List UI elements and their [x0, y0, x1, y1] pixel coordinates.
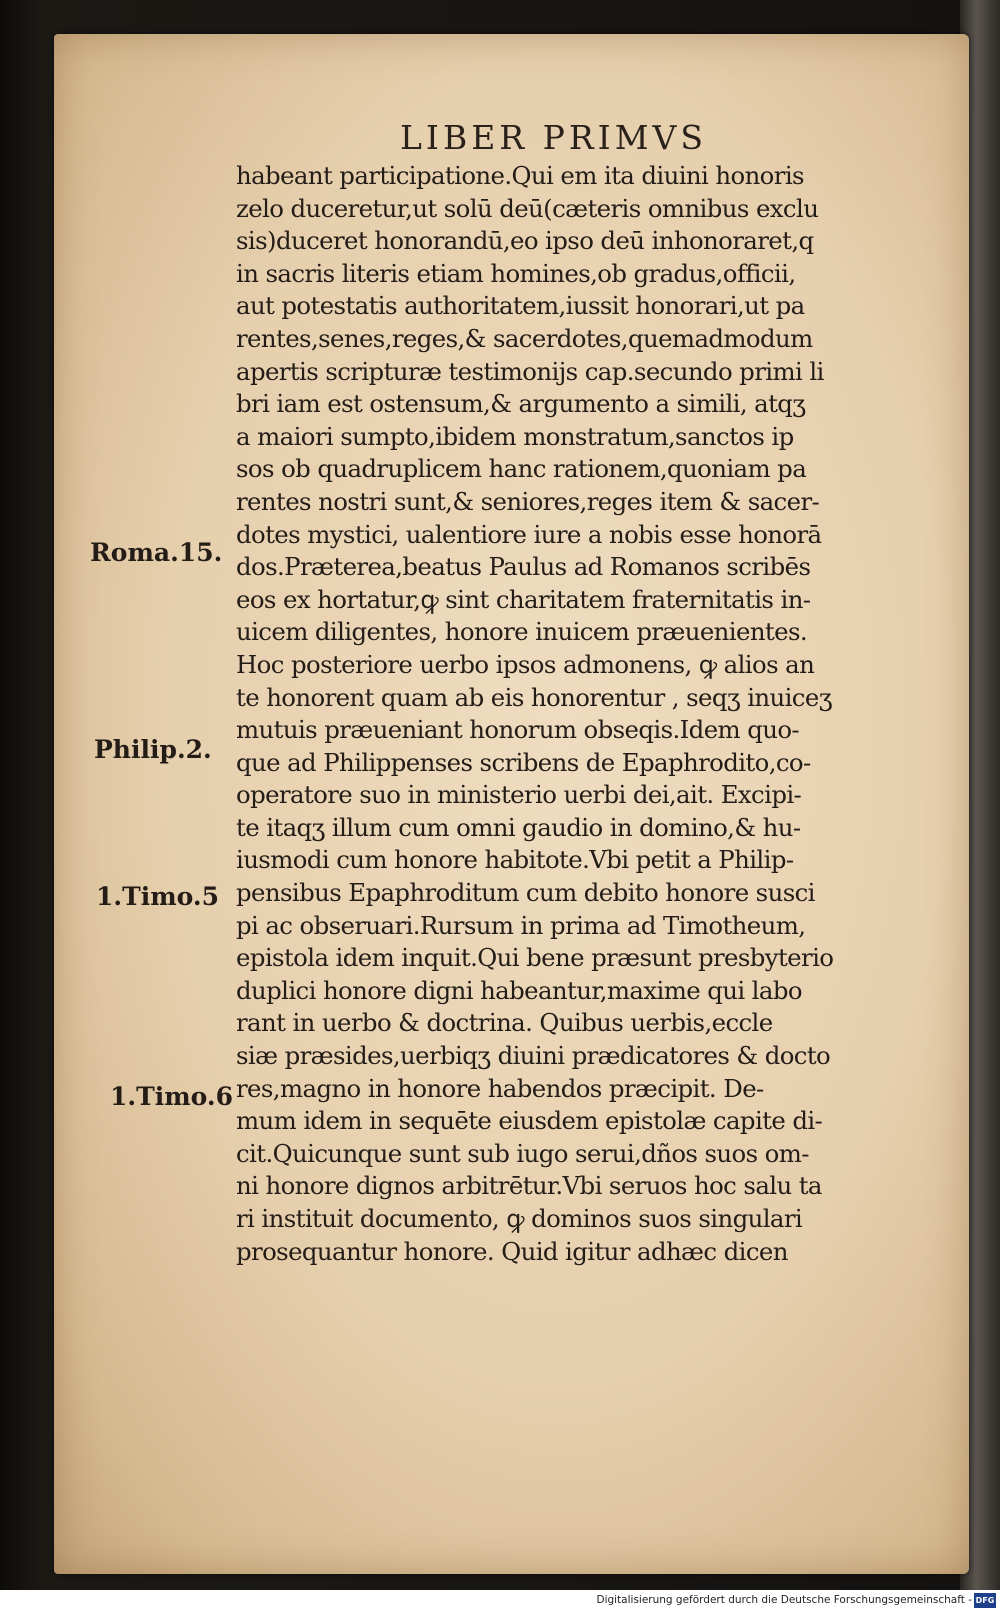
text-line: operatore suo in ministerio uerbi dei,ait. Excipi-: [236, 780, 802, 810]
text-line: Hoc posteriore uerbo ipsos admonens, ꝙ alios an: [236, 649, 815, 679]
text-line: pensibus Epaphroditum cum debito honore susci: [236, 878, 815, 908]
text-line: dos.Præterea,beatus Paulus ad Romanos scribēs: [236, 552, 811, 582]
funding-credit: Digitalisierung gefördert durch die Deutsche Forschungsgemeinschaft -: [596, 1594, 972, 1606]
main-text-block: [236, 160, 916, 1268]
footer-bar: [0, 1590, 1000, 1612]
text-line: zelo duceretur,ut solū deū(cæteris omnibus exclu: [236, 193, 819, 223]
text-line: siæ præsides,uerbiqʒ diuini prædicatores & docto: [236, 1041, 831, 1071]
text-line: prosequantur honore. Quid igitur adhæc dicen: [236, 1236, 788, 1266]
text-line: rant in uerbo & doctrina. Quibus uerbis,eccle: [236, 1008, 773, 1038]
text-line: res,magno in honore habendos præcipit. De-: [236, 1073, 764, 1103]
text-line: rentes,senes,reges,& sacerdotes,quemadmodum: [236, 323, 813, 353]
text-line: iusmodi cum honore habitote.Vbi petit a Philip-: [236, 845, 794, 875]
text-line: sis)duceret honorandū,eo ipso deū inhonoraret,q: [236, 226, 814, 256]
text-line: habeant participatione.Qui em ita diuini honoris: [236, 161, 804, 190]
text-line: apertis scripturæ testimonijs cap.secundo primi li: [236, 356, 824, 386]
text-line: uicem diligentes, honore inuicem præuenientes.: [236, 617, 808, 647]
marginal-note-timo6: 1.Timo.6: [110, 1082, 233, 1111]
text-line: ri instituit documento, ꝙ dominos suos singulari: [236, 1204, 803, 1233]
text-line: mum idem in sequēte eiusdem epistolæ capite di-: [236, 1106, 823, 1136]
text-line: cit.Quicunque sunt sub iugo serui,dños suos om-: [236, 1138, 809, 1168]
text-line: pi ac obseruari.Rursum in prima ad Timotheum,: [236, 910, 806, 940]
text-line: bri iam est ostensum,& argumento a simili, atqʒ: [236, 389, 806, 419]
marginal-note-timo5: 1.Timo.5: [96, 882, 219, 911]
text-line: aut potestatis authoritatem,iussit honorari,ut pa: [236, 291, 805, 321]
text-line: ni honore dignos arbitrētur.Vbi seruos hoc salu ta: [236, 1171, 822, 1201]
text-line: eos ex hortatur,ꝙ sint charitatem fraternitatis in-: [236, 584, 811, 614]
text-line: que ad Philippenses scribens de Epaphrodito,co-: [236, 747, 811, 777]
marginal-note-philip: Philip.2.: [94, 735, 212, 764]
text-line: te honorent quam ab eis honorentur , seqʒ inuiceʒ: [236, 682, 832, 712]
text-line: a maiori sumpto,ibidem monstratum,sanctos ip: [236, 421, 794, 451]
text-line: dotes mystici, ualentiore iure a nobis esse honorā: [236, 519, 822, 549]
text-line: duplici honore digni habeantur,maxime qui labo: [236, 975, 802, 1005]
text-line: in sacris literis etiam homines,ob gradus,officii,: [236, 258, 796, 288]
text-line: mutuis præueniant honorum obseqis.Idem quo-: [236, 715, 800, 745]
text-line: rentes nostri sunt,& seniores,reges item & sacer-: [236, 486, 820, 516]
running-head: LIBER PRIMVS: [400, 118, 707, 157]
text-line: epistola idem inquit.Qui bene præsunt presbyterio: [236, 943, 834, 973]
marginal-note-roma: Roma.15.: [90, 538, 223, 567]
text-line: sos ob quadruplicem hanc rationem,quoniam pa: [236, 454, 807, 484]
dfg-logo: DFG: [974, 1593, 996, 1608]
text-line: te itaqʒ illum cum omni gaudio in domino,& hu-: [236, 812, 801, 842]
